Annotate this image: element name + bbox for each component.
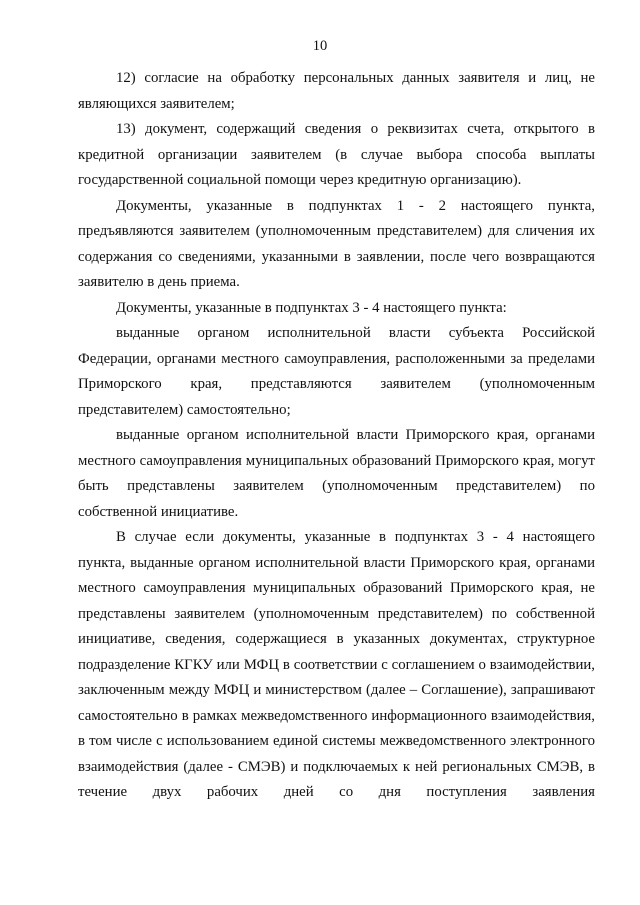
page-number: 10 — [312, 38, 328, 54]
document-body — [78, 66, 595, 806]
paragraph-issued-primorsky: выданные органом исполнительной власти Приморского края, органами местного самоуправления муниципальных образований Приморского края, могут быть представлены заявителем (уполномоченным представителем) по собственной инициативе. — [78, 427, 595, 520]
paragraph-item-12: 12) согласие на обработку персональных данных заявителя и лиц, не являющихся заявителем; — [78, 70, 595, 112]
paragraph-interagency-request: В случае если документы, указанные в подпунктах 3 - 4 настоящего пункта, выданные органом исполнительной власти Приморского края, органами местного самоуправления муниципальных образований Приморского края, не представлены заявителем (уполномоченным представителем) по собственной инициативе, сведения, содержащиеся в указанных документах, структурное подразделение КГКУ или МФЦ в соответствии с соглашением о взаимодействии, заключенным между МФЦ и министерством (далее – Соглашение), запрашивают самостоятельно в рамках межведомственного информационного взаимодействия, в том числе с использованием единой системы межведомственного электронного взаимодействия (далее - СМЭВ) и подключаемых к ней региональных СМЭВ, в течение двух рабочих дней со дня поступления заявления — [78, 529, 595, 800]
paragraph-issued-outside-region: выданные органом исполнительной власти субъекта Российской Федерации, органами местного самоуправления, расположенными за пределами Приморского края, представляются заявителем (уполномоченным представителем) самостоятельно; — [78, 325, 595, 418]
paragraph-documents-3-4: Документы, указанные в подпунктах 3 - 4 настоящего пункта: — [116, 299, 507, 316]
paragraph-documents-1-2: Документы, указанные в подпунктах 1 - 2 настоящего пункта, предъявляются заявителем (уполномоченным представителем) для сличения их содержания со сведениями, указанными в заявлении, после чего возвращаются заявителю в день приема. — [78, 197, 595, 290]
paragraph-item-13: 13) документ, содержащий сведения о реквизитах счета, открытого в кредитной организации заявителем (в случае выбора способа выплаты государственной социальной помощи через кредитную организацию). — [78, 121, 595, 188]
